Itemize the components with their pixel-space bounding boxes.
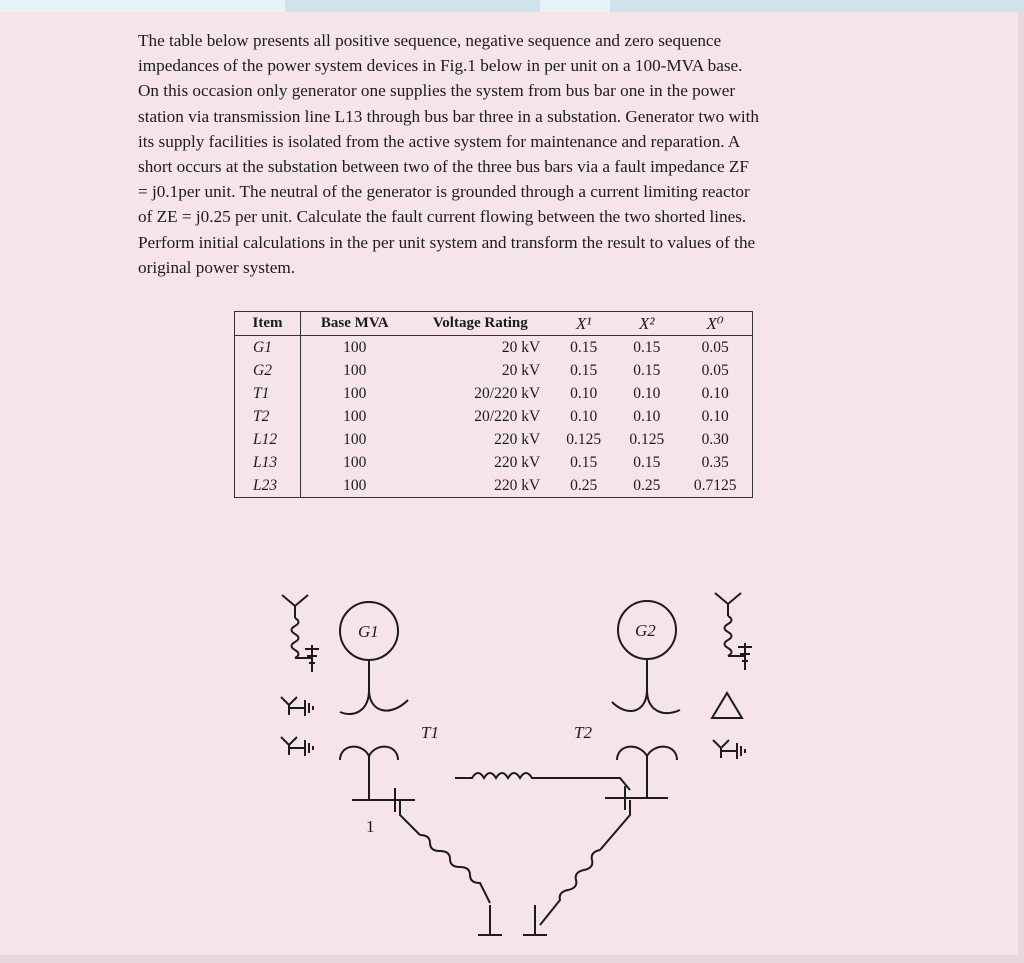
statement-line: original power system. [138,257,296,277]
t1-label: T1 [421,723,439,742]
cell-x2: 0.125 [629,431,665,448]
line-l12 [455,773,630,790]
cell-x2: 0.15 [633,362,661,379]
statement-line: Perform initial calculations in the per unit system and transform the result to values of the [138,232,756,252]
line-l13 [400,800,420,835]
header-x1: X¹ [552,312,615,336]
t2-label: T2 [574,723,592,742]
statement-line: = j0.1per unit. The neutral of the generator is grounded through a current limiting reactor [138,182,750,202]
cell-x0: 0.30 [701,431,729,448]
cell-x1: 0.25 [570,477,598,494]
statement-line: station via transmission line L13 through bus bar three in a substation. Generator two with [138,106,760,126]
table-row [235,451,753,474]
one-line-diagram [250,585,790,950]
cell-x1: 0.125 [566,431,602,448]
cell-x2: 0.10 [633,408,661,425]
header-base-mva: Base MVA [301,312,409,336]
cell-item: L13 [235,451,301,474]
cell-voltage: 220 kV [494,431,541,448]
table-row [235,382,753,405]
cell-voltage: 20/220 kV [474,408,541,425]
cell-x1: 0.10 [570,408,598,425]
t2-wye-ground-icon [713,740,745,759]
cell-x0: 0.10 [701,408,729,425]
cell-x0: 0.05 [701,362,729,379]
cell-x2: 0.25 [633,477,661,494]
cell-base-mva: 100 [343,454,367,471]
cell-x2: 0.10 [633,385,661,402]
header-x2: X² [615,312,678,336]
t1-wye-ground-icon [281,697,313,756]
statement-line: short occurs at the substation between two of the three bus bars via a fault impedance ZF [138,157,749,177]
top-tab [540,0,610,12]
top-tab [0,0,285,12]
cell-item: T2 [235,405,301,428]
table-row [235,474,753,498]
cell-base-mva: 100 [343,477,367,494]
t1-transformer-icon [340,747,398,800]
statement-line: impedances of the power system devices in Fig.1 below in per unit on a 100-MVA base. [138,56,743,76]
statement-line: The table below presents all positive sequence, negative sequence and zero sequence [138,31,722,50]
table-header-row [235,312,753,336]
cell-item: L12 [235,428,301,451]
cell-x0: 0.10 [701,385,729,402]
g2-connection [612,659,680,713]
problem-statement [138,28,913,280]
cell-x0: 0.35 [701,454,729,471]
cell-x2: 0.15 [633,339,661,356]
cell-voltage: 20/220 kV [474,385,541,402]
statement-line: On this occasion only generator one supplies the system from bus bar one in the power [138,81,736,101]
cell-base-mva: 100 [343,385,367,402]
header-voltage: Voltage Rating [408,312,552,336]
statement-line: its supply facilities is isolated from the active system for maintenance and reparation. A [138,131,741,151]
table-row [235,359,753,382]
impedance-table [234,311,753,498]
cell-base-mva: 100 [343,431,367,448]
cell-item: G1 [235,336,301,360]
line-l23-coil [540,850,600,925]
cell-item: L23 [235,474,301,498]
g2-grounding-reactor-icon [715,593,752,670]
statement-line: of ZE = j0.25 per unit. Calculate the fault current flowing between the two shorted lines. [138,207,747,227]
cell-base-mva: 100 [343,408,367,425]
window-top-bar [0,0,1024,12]
header-item: Item [235,312,301,336]
cell-base-mva: 100 [343,339,367,356]
cell-x1: 0.10 [570,385,598,402]
cell-x1: 0.15 [570,339,598,356]
window-right-edge [1018,12,1024,963]
cell-x2: 0.15 [633,454,661,471]
g1-label: G1 [358,622,379,641]
table-row [235,428,753,451]
g1-grounding-reactor-icon [282,595,319,672]
bus-bar-3-left [478,905,502,935]
table-row [235,336,753,360]
cell-base-mva: 100 [343,362,367,379]
window-bottom-edge [0,955,1024,963]
g1-connection [340,660,408,714]
bus-1-label: 1 [366,817,375,836]
cell-voltage: 20 kV [501,339,541,356]
cell-item: G2 [235,359,301,382]
delta-icon [712,693,742,718]
g2-label: G2 [635,621,656,640]
cell-x1: 0.15 [570,454,598,471]
table-row [235,405,753,428]
cell-voltage: 220 kV [494,477,541,494]
header-x0: X⁰ [678,312,752,336]
line-l13-coil [420,835,490,903]
cell-x0: 0.05 [701,339,729,356]
cell-x1: 0.15 [570,362,598,379]
cell-item: T1 [235,382,301,405]
cell-voltage: 220 kV [494,454,541,471]
cell-voltage: 20 kV [501,362,541,379]
cell-x0: 0.7125 [693,477,737,494]
